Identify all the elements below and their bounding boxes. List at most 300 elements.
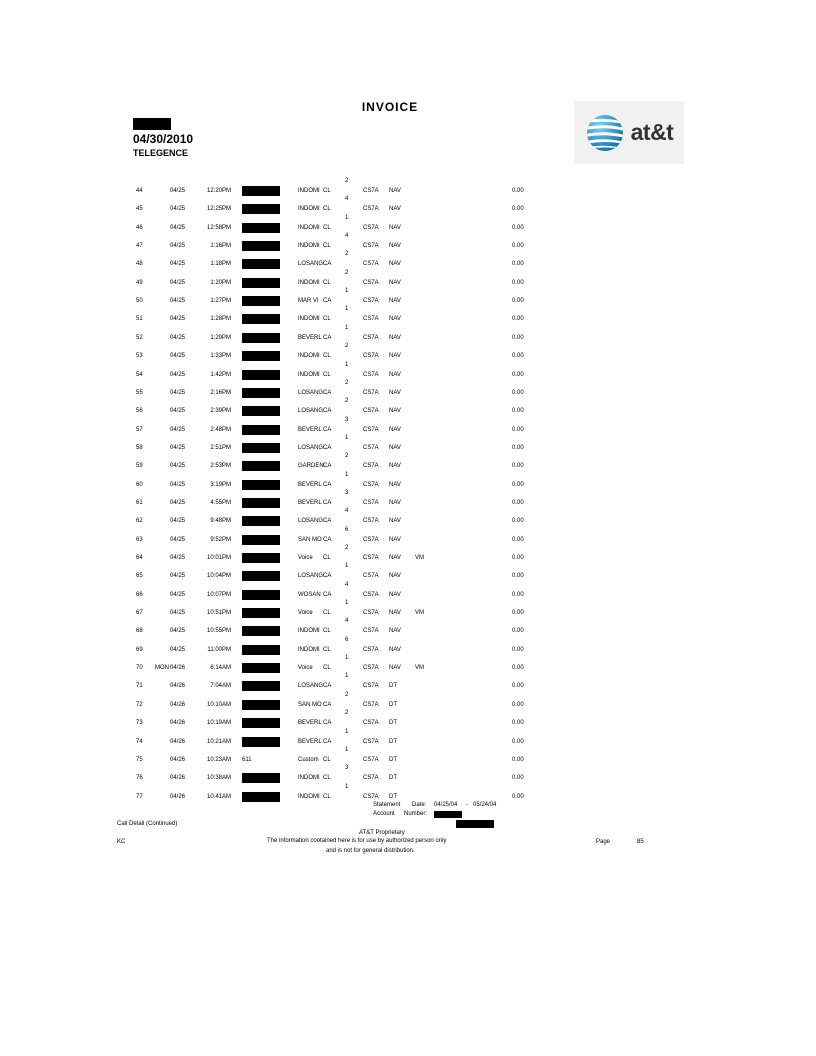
row-time: 2:48PM bbox=[210, 426, 231, 433]
row-minutes-marker: 2 bbox=[345, 269, 349, 276]
row-state: CL bbox=[323, 610, 331, 617]
redacted-block bbox=[133, 118, 171, 130]
row-location: LOSANG bbox=[298, 518, 324, 525]
row-number: 52 bbox=[136, 334, 143, 341]
table-row bbox=[0, 212, 816, 230]
table-row bbox=[0, 267, 816, 285]
row-rate-code: CS7A bbox=[363, 573, 379, 580]
row-minutes-marker: 1 bbox=[345, 563, 349, 570]
row-minutes-marker: 4 bbox=[345, 581, 349, 588]
row-amount: 0.00 bbox=[512, 720, 524, 727]
row-location: BEVERL bbox=[298, 499, 322, 506]
row-day: MON bbox=[155, 665, 169, 672]
row-rate-code: CS7A bbox=[363, 628, 379, 635]
att-logo bbox=[574, 101, 684, 164]
row-number: 57 bbox=[136, 426, 143, 433]
invoice-title: INVOICE bbox=[361, 100, 419, 114]
row-call-type: NAV bbox=[389, 646, 401, 653]
table-row bbox=[0, 579, 816, 597]
row-rate-code: CS7A bbox=[363, 646, 379, 653]
row-call-type: NAV bbox=[389, 298, 401, 305]
row-rate-code: CS7A bbox=[363, 408, 379, 415]
row-time: 10:38AM bbox=[206, 775, 231, 782]
row-date: 04/25 bbox=[170, 573, 186, 580]
table-row bbox=[0, 414, 816, 432]
table-row bbox=[0, 487, 816, 505]
row-number: 68 bbox=[136, 628, 143, 635]
row-minutes-marker: 2 bbox=[345, 379, 349, 386]
row-amount: 0.00 bbox=[512, 499, 524, 506]
row-rate-code: CS7A bbox=[363, 316, 379, 323]
row-state: CL bbox=[323, 279, 331, 286]
statement-label: Statement bbox=[373, 802, 401, 808]
row-state: CA bbox=[323, 536, 332, 543]
row-minutes-marker: 1 bbox=[345, 655, 349, 662]
row-location: GARDEN bbox=[298, 463, 324, 470]
date-from: 04/25/04 bbox=[434, 802, 458, 808]
table-row bbox=[0, 303, 816, 321]
table-row bbox=[0, 450, 816, 468]
row-location: LOSANG bbox=[298, 444, 324, 451]
row-amount: 0.00 bbox=[512, 665, 524, 672]
row-location: INDOMI bbox=[298, 316, 320, 323]
row-state: CL bbox=[323, 353, 331, 360]
row-amount: 0.00 bbox=[512, 628, 524, 635]
table-row bbox=[0, 615, 816, 633]
row-location: Custom bbox=[298, 756, 319, 763]
row-time: 9:48PM bbox=[210, 518, 231, 525]
row-number: 59 bbox=[136, 463, 143, 470]
row-date: 04/26 bbox=[170, 701, 186, 708]
row-date: 04/25 bbox=[170, 353, 186, 360]
row-call-type: NAV bbox=[389, 463, 401, 470]
row-number: 44 bbox=[136, 188, 143, 194]
row-minutes-marker: 2 bbox=[345, 343, 349, 350]
row-state: CL bbox=[323, 628, 331, 635]
row-time: 12:58PM bbox=[206, 224, 231, 231]
row-time: 10:41AM bbox=[206, 793, 231, 800]
footer-code: KC bbox=[117, 839, 126, 845]
row-amount: 0.00 bbox=[512, 334, 524, 341]
row-time: 1:29PM bbox=[210, 334, 231, 341]
row-location: INDOMI bbox=[298, 279, 320, 286]
row-location: INDOMI bbox=[298, 793, 320, 800]
row-state: CA bbox=[323, 426, 332, 433]
row-number: 64 bbox=[136, 555, 143, 561]
row-minutes-marker: 1 bbox=[345, 746, 349, 753]
date-separator: - bbox=[466, 802, 468, 808]
row-amount: 0.00 bbox=[512, 316, 524, 323]
row-number: 58 bbox=[136, 444, 143, 451]
row-minutes-marker: 2 bbox=[345, 453, 349, 460]
table-row bbox=[0, 542, 816, 560]
row-amount: 0.00 bbox=[512, 591, 524, 598]
row-location: BEVERL bbox=[298, 720, 322, 727]
row-date: 04/25 bbox=[170, 628, 186, 635]
row-number: 50 bbox=[136, 298, 143, 305]
row-time: 10:23AM bbox=[206, 756, 231, 763]
row-state: CA bbox=[323, 701, 332, 708]
page-label: Page bbox=[596, 839, 611, 845]
row-date: 04/26 bbox=[170, 738, 186, 745]
row-state: CA bbox=[323, 683, 332, 690]
row-state: CA bbox=[323, 720, 332, 727]
row-location: Voice bbox=[298, 610, 313, 617]
row-time: 1:20PM bbox=[210, 279, 231, 286]
row-rate-code: CS7A bbox=[363, 610, 379, 617]
row-time: 10:07PM bbox=[206, 591, 231, 598]
date-label: Date: bbox=[412, 802, 427, 808]
row-minutes-marker: 4 bbox=[345, 618, 349, 625]
row-state: CL bbox=[323, 555, 331, 561]
row-rate-code: CS7A bbox=[363, 188, 379, 194]
row-state: CL bbox=[323, 793, 331, 800]
row-state: CA bbox=[323, 463, 332, 470]
row-location: MAR VI bbox=[298, 298, 319, 305]
row-amount: 0.00 bbox=[512, 279, 524, 286]
row-rate-code: CS7A bbox=[363, 518, 379, 525]
row-amount: 0.00 bbox=[512, 243, 524, 250]
row-date: 04/25 bbox=[170, 188, 186, 194]
row-rate-code: CS7A bbox=[363, 683, 379, 690]
row-call-type: NAV bbox=[389, 536, 401, 543]
row-amount: 0.00 bbox=[512, 426, 524, 433]
row-number: 60 bbox=[136, 481, 143, 488]
row-call-type: NAV bbox=[389, 408, 401, 415]
row-location: BEVERL bbox=[298, 481, 322, 488]
row-amount: 0.00 bbox=[512, 518, 524, 525]
row-number: 73 bbox=[136, 720, 143, 727]
row-number: 72 bbox=[136, 701, 143, 708]
row-feature: VM bbox=[415, 555, 424, 561]
table-row bbox=[0, 781, 816, 799]
row-time: 9:52PM bbox=[210, 536, 231, 543]
table-row bbox=[0, 193, 816, 211]
table-row bbox=[0, 524, 816, 542]
row-date: 04/25 bbox=[170, 463, 186, 470]
row-date: 04/25 bbox=[170, 243, 186, 250]
table-row bbox=[0, 726, 816, 744]
row-call-type: DT bbox=[389, 720, 397, 727]
row-location: SAN MO bbox=[298, 701, 322, 708]
row-minutes-marker: 6 bbox=[345, 526, 349, 533]
row-amount: 0.00 bbox=[512, 756, 524, 763]
row-amount: 0.00 bbox=[512, 463, 524, 470]
row-call-type: NAV bbox=[389, 353, 401, 360]
row-state: CL bbox=[323, 243, 331, 250]
row-date: 04/25 bbox=[170, 555, 186, 561]
row-amount: 0.00 bbox=[512, 353, 524, 360]
row-location: Voice bbox=[298, 555, 313, 561]
row-amount: 0.00 bbox=[512, 206, 524, 213]
row-amount: 0.00 bbox=[512, 738, 524, 745]
row-call-type: NAV bbox=[389, 188, 401, 194]
row-location: INDOMI bbox=[298, 353, 320, 360]
row-location: BEVERL bbox=[298, 426, 322, 433]
row-time: 1:16PM bbox=[210, 243, 231, 250]
row-date: 04/25 bbox=[170, 518, 186, 525]
row-date: 04/25 bbox=[170, 334, 186, 341]
row-minutes-marker: 6 bbox=[345, 636, 349, 643]
row-rate-code: CS7A bbox=[363, 701, 379, 708]
row-call-type: DT bbox=[389, 775, 397, 782]
row-rate-code: CS7A bbox=[363, 279, 379, 286]
row-minutes-marker: 3 bbox=[345, 765, 349, 772]
row-call-type: NAV bbox=[389, 426, 401, 433]
redacted-block bbox=[456, 820, 494, 828]
row-call-type: NAV bbox=[389, 279, 401, 286]
row-minutes-marker: 1 bbox=[345, 783, 349, 790]
row-time: 1:27PM bbox=[210, 298, 231, 305]
row-date: 04/26 bbox=[170, 683, 186, 690]
row-state: CA bbox=[323, 389, 332, 396]
row-minutes-marker: 1 bbox=[345, 600, 349, 607]
row-amount: 0.00 bbox=[512, 188, 524, 194]
row-number: 76 bbox=[136, 775, 143, 782]
row-time: 2:53PM bbox=[210, 463, 231, 470]
row-date: 04/25 bbox=[170, 610, 186, 617]
row-time: 1:28PM bbox=[210, 316, 231, 323]
row-location: BEVERL bbox=[298, 334, 322, 341]
row-minutes-marker: 1 bbox=[345, 214, 349, 221]
row-rate-code: CS7A bbox=[363, 756, 379, 763]
row-rate-code: CS7A bbox=[363, 720, 379, 727]
row-amount: 0.00 bbox=[512, 371, 524, 378]
row-call-type: NAV bbox=[389, 628, 401, 635]
row-call-type: NAV bbox=[389, 334, 401, 341]
row-feature: VM bbox=[415, 665, 424, 672]
row-amount: 0.00 bbox=[512, 298, 524, 305]
row-amount: 0.00 bbox=[512, 408, 524, 415]
row-rate-code: CS7A bbox=[363, 444, 379, 451]
row-state: CL bbox=[323, 316, 331, 323]
row-call-type: NAV bbox=[389, 573, 401, 580]
row-minutes-marker: 2 bbox=[345, 251, 349, 258]
row-amount: 0.00 bbox=[512, 573, 524, 580]
row-time: 2:51PM bbox=[210, 444, 231, 451]
redacted-phone-number bbox=[242, 792, 280, 802]
row-call-type: NAV bbox=[389, 261, 401, 268]
row-location: INDOMI bbox=[298, 188, 320, 194]
row-number: 71 bbox=[136, 683, 143, 690]
row-rate-code: CS7A bbox=[363, 793, 379, 800]
row-time: 10:21AM bbox=[206, 738, 231, 745]
row-call-type: NAV bbox=[389, 481, 401, 488]
row-state: CL bbox=[323, 665, 331, 672]
row-number: 56 bbox=[136, 408, 143, 415]
row-rate-code: CS7A bbox=[363, 426, 379, 433]
row-state: CA bbox=[323, 518, 332, 525]
row-amount: 0.00 bbox=[512, 683, 524, 690]
row-date: 04/25 bbox=[170, 481, 186, 488]
row-number: 55 bbox=[136, 389, 143, 396]
table-row bbox=[0, 634, 816, 652]
row-minutes-marker: 4 bbox=[345, 196, 349, 203]
row-time: 1:18PM bbox=[210, 261, 231, 268]
row-date: 04/25 bbox=[170, 371, 186, 378]
row-time: 1:33PM bbox=[210, 353, 231, 360]
row-location: INDOMI bbox=[298, 646, 320, 653]
row-number: 69 bbox=[136, 646, 143, 653]
row-date: 04/25 bbox=[170, 591, 186, 598]
row-number: 77 bbox=[136, 793, 143, 800]
table-row bbox=[0, 597, 816, 615]
account-label: Account bbox=[373, 811, 395, 817]
row-number: 63 bbox=[136, 536, 143, 543]
row-date: 04/26 bbox=[170, 665, 186, 672]
row-number: 46 bbox=[136, 224, 143, 231]
row-time: 6:14AM bbox=[210, 665, 231, 672]
row-call-type: NAV bbox=[389, 665, 401, 672]
row-call-type: DT bbox=[389, 738, 397, 745]
row-state: CA bbox=[323, 499, 332, 506]
table-row bbox=[0, 560, 816, 578]
row-date: 04/25 bbox=[170, 444, 186, 451]
row-minutes-marker: 1 bbox=[345, 471, 349, 478]
row-location: INDOMI bbox=[298, 243, 320, 250]
row-number: 62 bbox=[136, 518, 143, 525]
table-row bbox=[0, 377, 816, 395]
row-location: INDOMI bbox=[298, 371, 320, 378]
row-number: 51 bbox=[136, 316, 143, 323]
row-rate-code: CS7A bbox=[363, 389, 379, 396]
row-amount: 0.00 bbox=[512, 793, 524, 800]
row-rate-code: CS7A bbox=[363, 206, 379, 213]
row-minutes-marker: 1 bbox=[345, 673, 349, 680]
row-minutes-marker: 2 bbox=[345, 545, 349, 551]
row-call-type: NAV bbox=[389, 206, 401, 213]
row-state: CL bbox=[323, 224, 331, 231]
row-time: 2:39PM bbox=[210, 408, 231, 415]
row-location: LOSANG bbox=[298, 389, 324, 396]
row-time: 3:19PM bbox=[210, 481, 231, 488]
table-row bbox=[0, 359, 816, 377]
row-amount: 0.00 bbox=[512, 224, 524, 231]
row-amount: 0.00 bbox=[512, 261, 524, 268]
row-minutes-marker: 1 bbox=[345, 728, 349, 735]
row-number: 54 bbox=[136, 371, 143, 378]
proprietary-label: AT&T Proprietary bbox=[359, 830, 405, 836]
notice-line-2: and is not for general distribution. bbox=[326, 848, 415, 854]
row-location: Voice bbox=[298, 665, 313, 672]
row-date: 04/26 bbox=[170, 720, 186, 727]
row-date: 04/25 bbox=[170, 206, 186, 213]
row-call-type: NAV bbox=[389, 316, 401, 323]
row-state: CA bbox=[323, 444, 332, 451]
row-feature: VM bbox=[415, 610, 424, 617]
table-row bbox=[0, 652, 816, 670]
row-minutes-marker: 3 bbox=[345, 489, 349, 496]
row-time: 4:55PM bbox=[210, 499, 231, 506]
row-call-type: NAV bbox=[389, 499, 401, 506]
row-amount: 0.00 bbox=[512, 481, 524, 488]
row-time: 10:19AM bbox=[206, 720, 231, 727]
row-time: 10:10AM bbox=[206, 701, 231, 708]
table-row bbox=[0, 707, 816, 725]
row-amount: 0.00 bbox=[512, 701, 524, 708]
company-name: TELEGENCE bbox=[133, 148, 189, 158]
row-number: 65 bbox=[136, 573, 143, 580]
row-date: 04/25 bbox=[170, 298, 186, 305]
row-time: 10:04PM bbox=[206, 573, 231, 580]
row-rate-code: CS7A bbox=[363, 224, 379, 231]
table-row bbox=[0, 248, 816, 266]
row-state: CA bbox=[323, 573, 332, 580]
row-amount: 0.00 bbox=[512, 536, 524, 543]
row-rate-code: CS7A bbox=[363, 536, 379, 543]
row-call-type: NAV bbox=[389, 610, 401, 617]
row-call-type: DT bbox=[389, 683, 397, 690]
row-call-type: DT bbox=[389, 756, 397, 763]
date-to: 05/24/04 bbox=[473, 802, 497, 808]
row-state: CA bbox=[323, 591, 332, 598]
row-minutes-marker: 4 bbox=[345, 233, 349, 240]
row-date: 04/25 bbox=[170, 646, 186, 653]
row-date: 04/26 bbox=[170, 793, 186, 800]
row-amount: 0.00 bbox=[512, 775, 524, 782]
row-amount: 0.00 bbox=[512, 555, 524, 561]
row-time: 12:25PM bbox=[206, 206, 231, 213]
row-date: 04/26 bbox=[170, 775, 186, 782]
att-logo-text: at&t bbox=[630, 119, 674, 145]
row-number: 75 bbox=[136, 756, 143, 763]
row-minutes-marker: 3 bbox=[345, 416, 349, 423]
row-date: 04/26 bbox=[170, 756, 186, 763]
row-call-type: NAV bbox=[389, 591, 401, 598]
row-state: CA bbox=[323, 334, 332, 341]
row-number: 49 bbox=[136, 279, 143, 286]
row-state: CA bbox=[323, 481, 332, 488]
row-location: LOSANG bbox=[298, 261, 324, 268]
row-amount: 0.00 bbox=[512, 444, 524, 451]
row-minutes-marker: 4 bbox=[345, 508, 349, 515]
row-state: CL bbox=[323, 646, 331, 653]
row-state: CL bbox=[323, 188, 331, 194]
row-phone-number: 611 bbox=[242, 756, 252, 763]
row-minutes-marker: 2 bbox=[345, 398, 349, 405]
row-call-type: DT bbox=[389, 701, 397, 708]
row-call-type: NAV bbox=[389, 224, 401, 231]
table-row bbox=[0, 762, 816, 780]
row-amount: 0.00 bbox=[512, 389, 524, 396]
row-state: CL bbox=[323, 206, 331, 213]
row-location: INDOMI bbox=[298, 628, 320, 635]
row-date: 04/25 bbox=[170, 261, 186, 268]
row-date: 04/25 bbox=[170, 224, 186, 231]
row-minutes-marker: 2 bbox=[345, 178, 349, 184]
row-time: 1:42PM bbox=[210, 371, 231, 378]
row-date: 04/25 bbox=[170, 408, 186, 415]
row-time: 10:55PM bbox=[206, 628, 231, 635]
row-date: 04/25 bbox=[170, 389, 186, 396]
row-location: LOSANG bbox=[298, 683, 324, 690]
row-call-type: NAV bbox=[389, 518, 401, 525]
table-row bbox=[0, 469, 816, 487]
row-rate-code: CS7A bbox=[363, 353, 379, 360]
row-call-type: NAV bbox=[389, 444, 401, 451]
table-row bbox=[0, 285, 816, 303]
row-number: 47 bbox=[136, 243, 143, 250]
row-call-type: NAV bbox=[389, 389, 401, 396]
row-number: 45 bbox=[136, 206, 143, 213]
table-row bbox=[0, 670, 816, 688]
row-time: 10:01PM bbox=[206, 555, 231, 561]
row-minutes-marker: 1 bbox=[345, 324, 349, 331]
table-row bbox=[0, 689, 816, 707]
row-state: CA bbox=[323, 261, 332, 268]
row-location: SAN MO bbox=[298, 536, 322, 543]
row-call-type: NAV bbox=[389, 555, 401, 561]
